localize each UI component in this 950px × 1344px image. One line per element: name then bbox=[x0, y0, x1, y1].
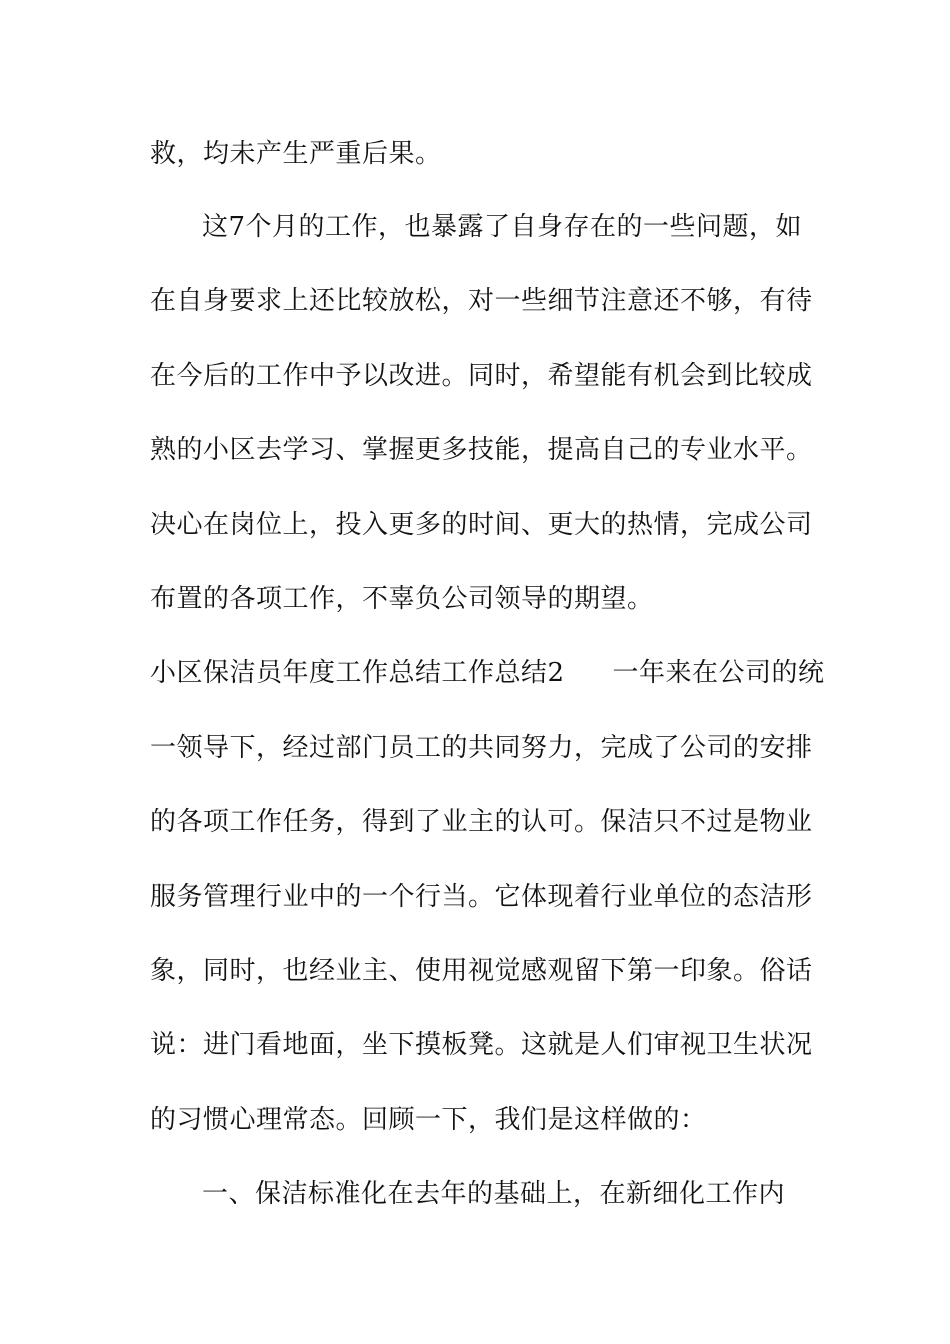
text-line: 一领导下，经过部门员工的共同努力，完成了公司的安排 bbox=[150, 733, 813, 763]
text-line: 决心在岗位上，投入更多的时间、更大的热情，完成公司 bbox=[150, 510, 813, 540]
text-line: 服务管理行业中的一个行当。它体现着行业单位的态洁形 bbox=[150, 882, 813, 912]
text-line: 说：进门看地面，坐下摸板凳。这就是人们审视卫生状况 bbox=[150, 1030, 813, 1060]
section-title: 小区保洁员年度工作总结工作总结2 bbox=[150, 658, 565, 688]
text-line: 在今后的工作中予以改进。同时，希望能有机会到比较成 bbox=[150, 361, 813, 391]
text-line: 救，均未产生严重后果。 bbox=[150, 139, 442, 169]
text-line: 熟的小区去学习、掌握更多技能，提高自己的专业水平。 bbox=[150, 435, 813, 465]
text-line: 的习惯心理常态。回顾一下，我们是这样做的： bbox=[150, 1105, 707, 1135]
paragraph-start-line: 这7个月的工作，也暴露了自身存在的一些问题，如 bbox=[202, 212, 803, 242]
text-line: 在自身要求上还比较放松，对一些细节注意还不够，有待 bbox=[150, 286, 813, 316]
section-first-text: 一年来在公司的统 bbox=[612, 658, 825, 688]
text-line: 的各项工作任务，得到了业主的认可。保洁只不过是物业 bbox=[150, 807, 813, 837]
text-line: 象，同时，也经业主、使用视觉感观留下第一印象。俗话 bbox=[150, 956, 813, 986]
section-heading-line bbox=[150, 656, 825, 690]
paragraph-start-line: 一、保洁标准化在去年的基础上，在新细化工作内 bbox=[202, 1179, 786, 1209]
text-line: 布置的各项工作，不辜负公司领导的期望。 bbox=[150, 584, 654, 614]
